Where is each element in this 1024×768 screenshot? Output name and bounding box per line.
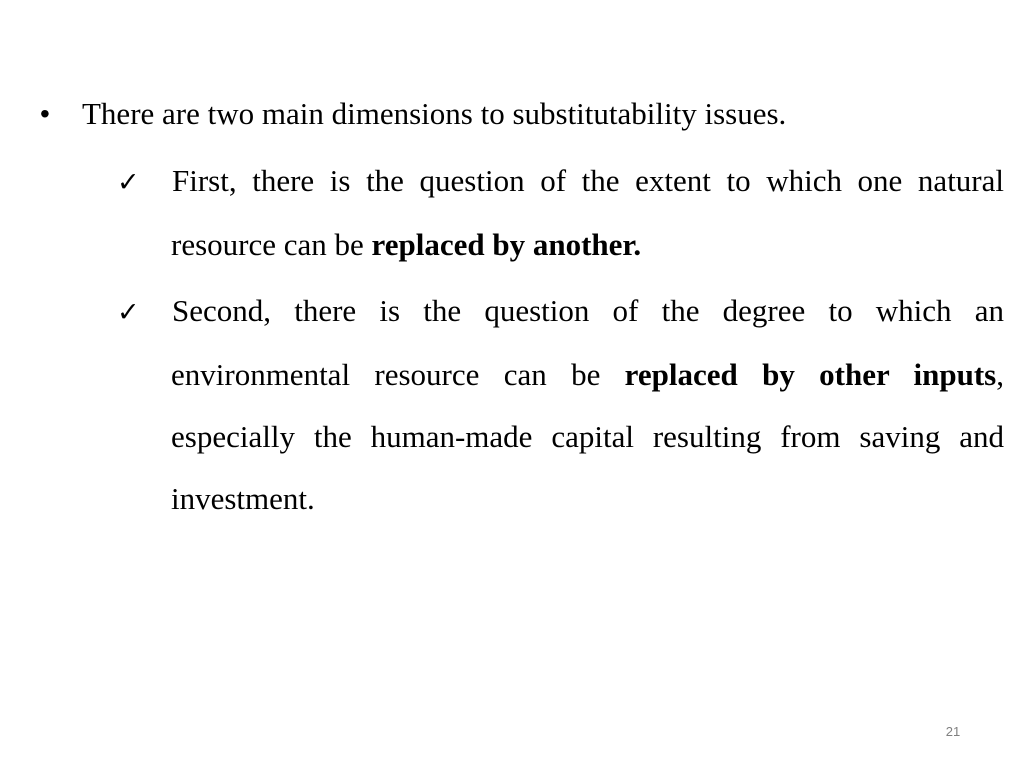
- sub-point-emphasis: replaced by other inputs: [624, 357, 997, 392]
- sub-point-text: Second, there is the question of the degree to which an environmental resource can be: [171, 293, 1004, 392]
- sub-point-text-after: , especially the human-made capital resulting from saving and investment.: [171, 357, 1004, 516]
- sub-point-emphasis: replaced by another.: [371, 227, 642, 262]
- checkmark-icon: ✓: [117, 297, 140, 328]
- sub-point-first: [117, 150, 1004, 276]
- main-bullet-text: There are two main dimensions to substitutability issues.: [82, 96, 787, 131]
- sub-point-text: First, there is the question of the extent to which one natural resource can be: [171, 163, 1004, 262]
- bullet-dot-icon: •: [40, 98, 50, 129]
- main-bullet-item: [40, 92, 980, 136]
- sub-point-second: [117, 280, 1004, 530]
- checkmark-icon: ✓: [117, 167, 140, 198]
- page-number: 21: [945, 724, 961, 739]
